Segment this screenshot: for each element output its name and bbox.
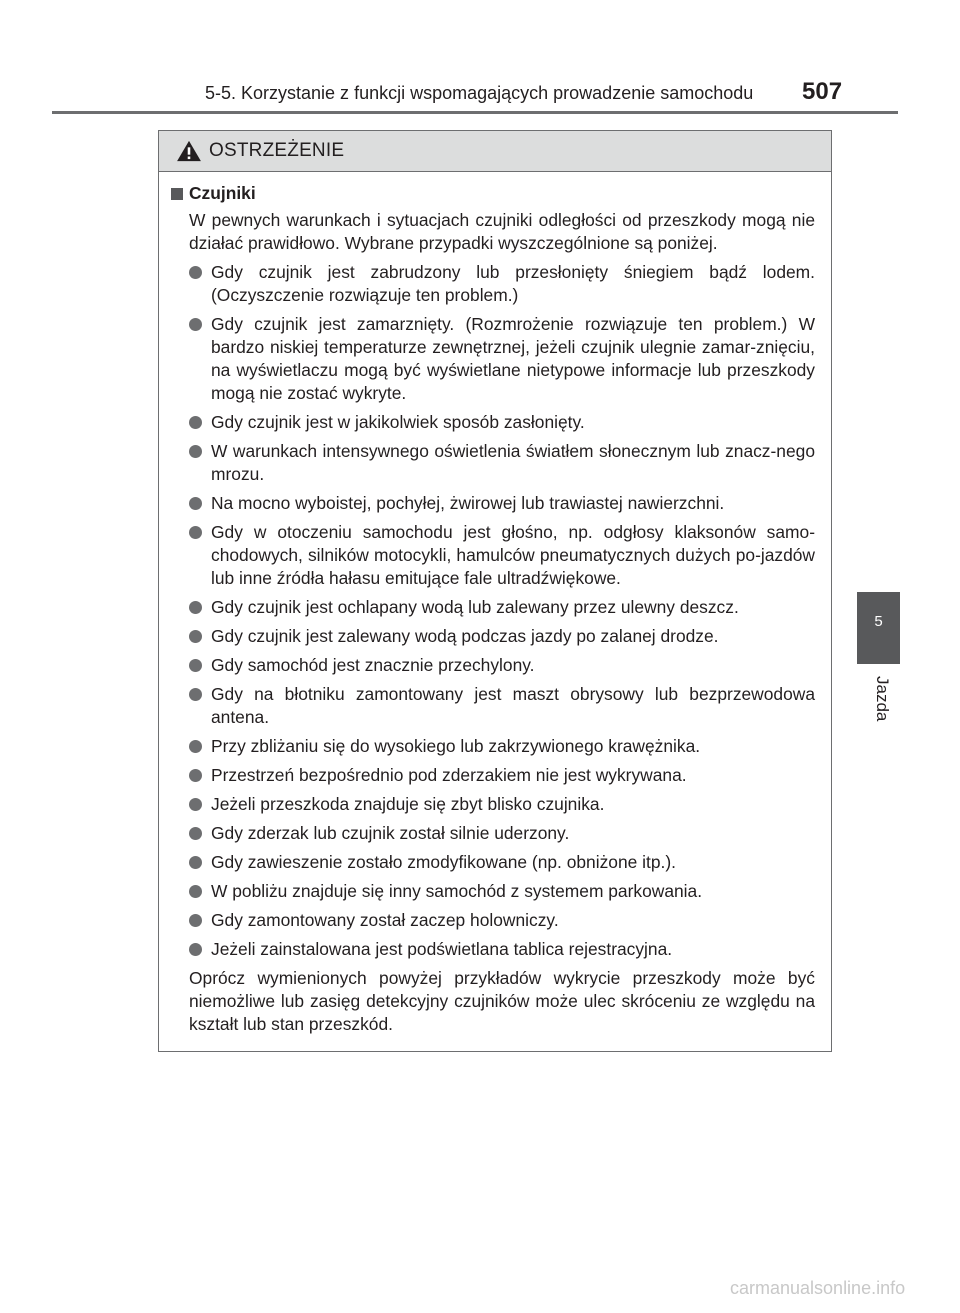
round-bullet-icon	[189, 659, 202, 672]
list-item-text: Gdy czujnik jest zalewany wodą podczas jazdy po zalanej drodze.	[211, 626, 719, 646]
condition-list	[169, 261, 815, 961]
list-item	[189, 596, 815, 619]
round-bullet-icon	[189, 914, 202, 927]
round-bullet-icon	[189, 827, 202, 840]
round-bullet-icon	[189, 885, 202, 898]
list-item-text: Gdy czujnik jest w jakikolwiek sposób zasłonięty.	[211, 412, 585, 432]
list-item	[189, 683, 815, 729]
list-item-text: Gdy w otoczeniu samochodu jest głośno, np. odgłosy klaksonów samo-chodowych, silników motocykli, hamulców pneumatycznych dużych po-jazdów lub inne źródła hałasu emitujące fale ultradźwiękowe.	[211, 522, 815, 588]
watermark: carmanualsonline.info	[730, 1278, 906, 1298]
list-item-text: W warunkach intensywnego oświetlenia światłem słonecznym lub znacz-nego mrozu.	[211, 441, 815, 484]
list-item-text: Gdy samochód jest znacznie przechylony.	[211, 655, 535, 675]
round-bullet-icon	[189, 856, 202, 869]
page-number: 507	[802, 78, 843, 105]
list-item	[189, 313, 815, 405]
list-item-text: Na mocno wyboistej, pochyłej, żwirowej lub trawiastej nawierzchni.	[211, 493, 725, 513]
list-item	[189, 909, 815, 932]
list-item-text: Gdy zawieszenie zostało zmodyfikowane (np. obniżone itp.).	[211, 852, 676, 872]
round-bullet-icon	[189, 445, 202, 458]
warning-header	[159, 131, 831, 172]
list-item	[189, 735, 815, 758]
round-bullet-icon	[189, 416, 202, 429]
warning-title: OSTRZEŻENIE	[209, 140, 345, 161]
round-bullet-icon	[189, 601, 202, 614]
square-bullet-icon	[171, 188, 183, 200]
list-item	[189, 880, 815, 903]
list-item-text: Gdy czujnik jest zabrudzony lub przesłonięty śniegiem bądź lodem. (Oczyszczenie rozwiązuje ten problem.)	[211, 262, 815, 305]
round-bullet-icon	[189, 798, 202, 811]
list-item-text: Gdy czujnik jest ochlapany wodą lub zalewany przez ulewny deszcz.	[211, 597, 739, 617]
list-item-text: Gdy zderzak lub czujnik został silnie uderzony.	[211, 823, 570, 843]
list-item	[189, 822, 815, 845]
list-item	[189, 793, 815, 816]
list-item-text: Gdy zamontowany został zaczep holowniczy.	[211, 910, 559, 930]
list-item-text: Jeżeli zainstalowana jest podświetlana tablica rejestracyjna.	[211, 939, 673, 959]
round-bullet-icon	[189, 943, 202, 956]
list-item	[189, 764, 815, 787]
section-title: 5-5. Korzystanie z funkcji wspomagających prowadzenie samochodu	[205, 83, 754, 103]
warning-triangle-icon	[175, 140, 203, 162]
list-item	[189, 440, 815, 486]
list-item	[189, 261, 815, 307]
section-heading	[169, 182, 815, 205]
warning-box	[158, 130, 832, 1052]
header-divider	[52, 111, 898, 114]
list-item	[189, 492, 815, 515]
chapter-tab	[857, 592, 900, 664]
list-item-text: Gdy na błotniku zamontowany jest maszt obrysowy lub bezprzewodowa antena.	[211, 684, 815, 727]
list-item	[189, 938, 815, 961]
round-bullet-icon	[189, 630, 202, 643]
list-item-text: W pobliżu znajduje się inny samochód z systemem parkowania.	[211, 881, 703, 901]
list-item	[189, 411, 815, 434]
chapter-number: 5	[874, 613, 883, 630]
round-bullet-icon	[189, 266, 202, 279]
chapter-label: Jazda	[873, 676, 892, 722]
list-item-text: Jeżeli przeszkoda znajduje się zbyt blisko czujnika.	[211, 794, 605, 814]
round-bullet-icon	[189, 497, 202, 510]
round-bullet-icon	[189, 740, 202, 753]
closing-paragraph: Oprócz wymienionych powyżej przykładów wykrycie przeszkody może być niemożliwe lub zasięg detekcyjny czujników może ulec skróceniu ze względu na kształt lub stan przeszkód.	[189, 968, 815, 1034]
list-item	[189, 654, 815, 677]
round-bullet-icon	[189, 688, 202, 701]
list-item	[189, 851, 815, 874]
list-item	[189, 521, 815, 590]
list-item-text: Przy zbliżaniu się do wysokiego lub zakrzywionego krawężnika.	[211, 736, 701, 756]
round-bullet-icon	[189, 769, 202, 782]
round-bullet-icon	[189, 318, 202, 331]
round-bullet-icon	[189, 526, 202, 539]
list-item-text: Gdy czujnik jest zamarznięty. (Rozmrożenie rozwiązuje ten problem.) W bardzo niskiej temperaturze zewnętrznej, jeżeli czujnik ulegnie zamar-znięciu, na wyświetlaczu mogą być wyświetlane nietypowe informacje lub przeszkody mogą nie zostać wykryte.	[211, 314, 815, 403]
intro-paragraph: W pewnych warunkach i sytuacjach czujniki odległości od przeszkody mogą nie działać prawidłowo. Wybrane przypadki wyszczególnione są poniżej.	[189, 210, 815, 253]
section-heading-text: Czujniki	[189, 183, 256, 203]
list-item-text: Przestrzeń bezpośrednio pod zderzakiem nie jest wykrywana.	[211, 765, 687, 785]
warning-body	[159, 172, 831, 1036]
list-item	[189, 625, 815, 648]
